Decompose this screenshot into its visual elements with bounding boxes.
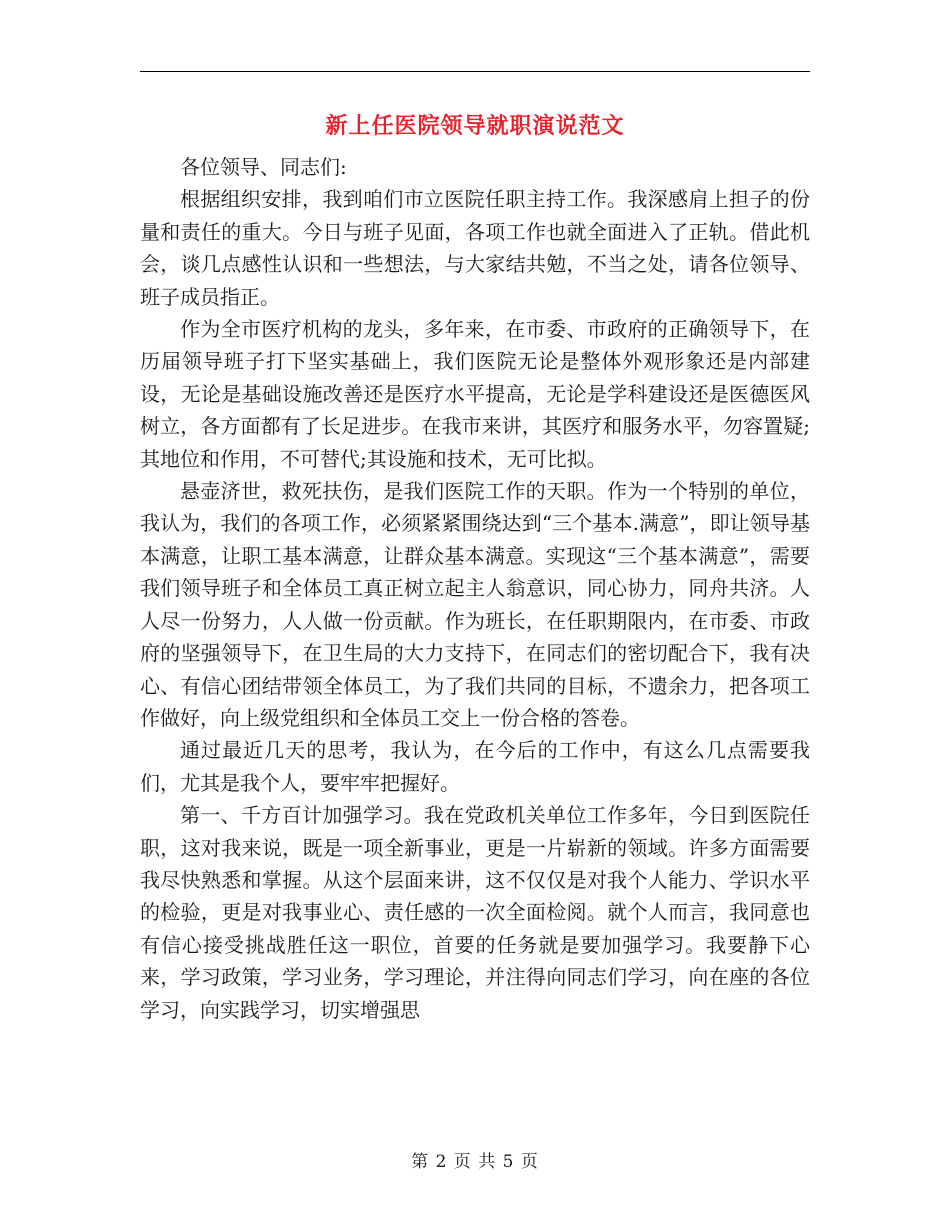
header-rule: [140, 71, 810, 72]
body-paragraph-2: 作为全市医疗机构的龙头，多年来，在市委、市政府的正确领导下，在历届领导班子打下坚实基础上，我们医院无论是整体外观形象还是内部建设，无论是基础设施改善还是医疗水平提高，无论是学科建设还是医德医风树立，各方面都有了长足进步。在我市来讲，其医疗和服务水平，勿容置疑;其地位和作用，不可替代;其设施和技术，无可比拟。: [140, 317, 810, 471]
document-body: [140, 151, 810, 1091]
body-paragraph-3: 悬壶济世，救死扶伤，是我们医院工作的天职。作为一个特别的单位，我认为，我们的各项工作，必须紧紧围绕达到“三个基本.满意”，即让领导基本满意，让职工基本满意，让群众基本满意。实现这“三个基本满意”，需要我们领导班子和全体员工真正树立起主人翁意识，同心协力，同舟共济。人人尽一份努力，人人做一份贡献。作为班长，在任职期限内，在市委、市政府的坚强领导下，在卫生局的大力支持下，在同志们的密切配合下，我有决心、有信心团结带领全体员工，为了我们共同的目标，不遗余力，把各项工作做好，向上级党组织和全体员工交上一份合格的答卷。: [140, 479, 810, 730]
document-title: 新上任医院领导就职演说范文: [325, 113, 625, 139]
body-paragraph-4: 通过最近几天的思考，我认为，在今后的工作中，有这么几点需要我们，尤其是我个人，要牢牢把握好。: [140, 738, 810, 795]
body-paragraph-5: 第一、千方百计加强学习。我在党政机关单位工作多年，今日到医院任职，这对我来说，既是一项全新事业，更是一片崭新的领域。许多方面需要我尽快熟悉和掌握。从这个层面来讲，这不仅仅是对我个人能力、学识水平的检验，更是对我事业心、责任感的一次全面检阅。就个人而言，我同意也有信心接受挑战胜任这一职位，首要的任务就是要加强学习。我要静下心来，学习政策，学习业务，学习理论，并注得向同志们学习，向在座的各位学习，向实践学习，切实增强思: [140, 803, 810, 1022]
salutation-paragraph: 各位领导、同志们:: [180, 155, 347, 179]
page-number-footer: 第 2 页 共 5 页: [411, 1152, 539, 1172]
body-paragraph-1: 根据组织安排，我到咱们市立医院任职主持工作。我深感肩上担子的份量和责任的重大。今日与班子见面，各项工作也就全面进入了正轨。借此机会，谈几点感性认识和一些想法，与大家结共勉，不当之处，请各位领导、班子成员指正。: [140, 187, 810, 309]
